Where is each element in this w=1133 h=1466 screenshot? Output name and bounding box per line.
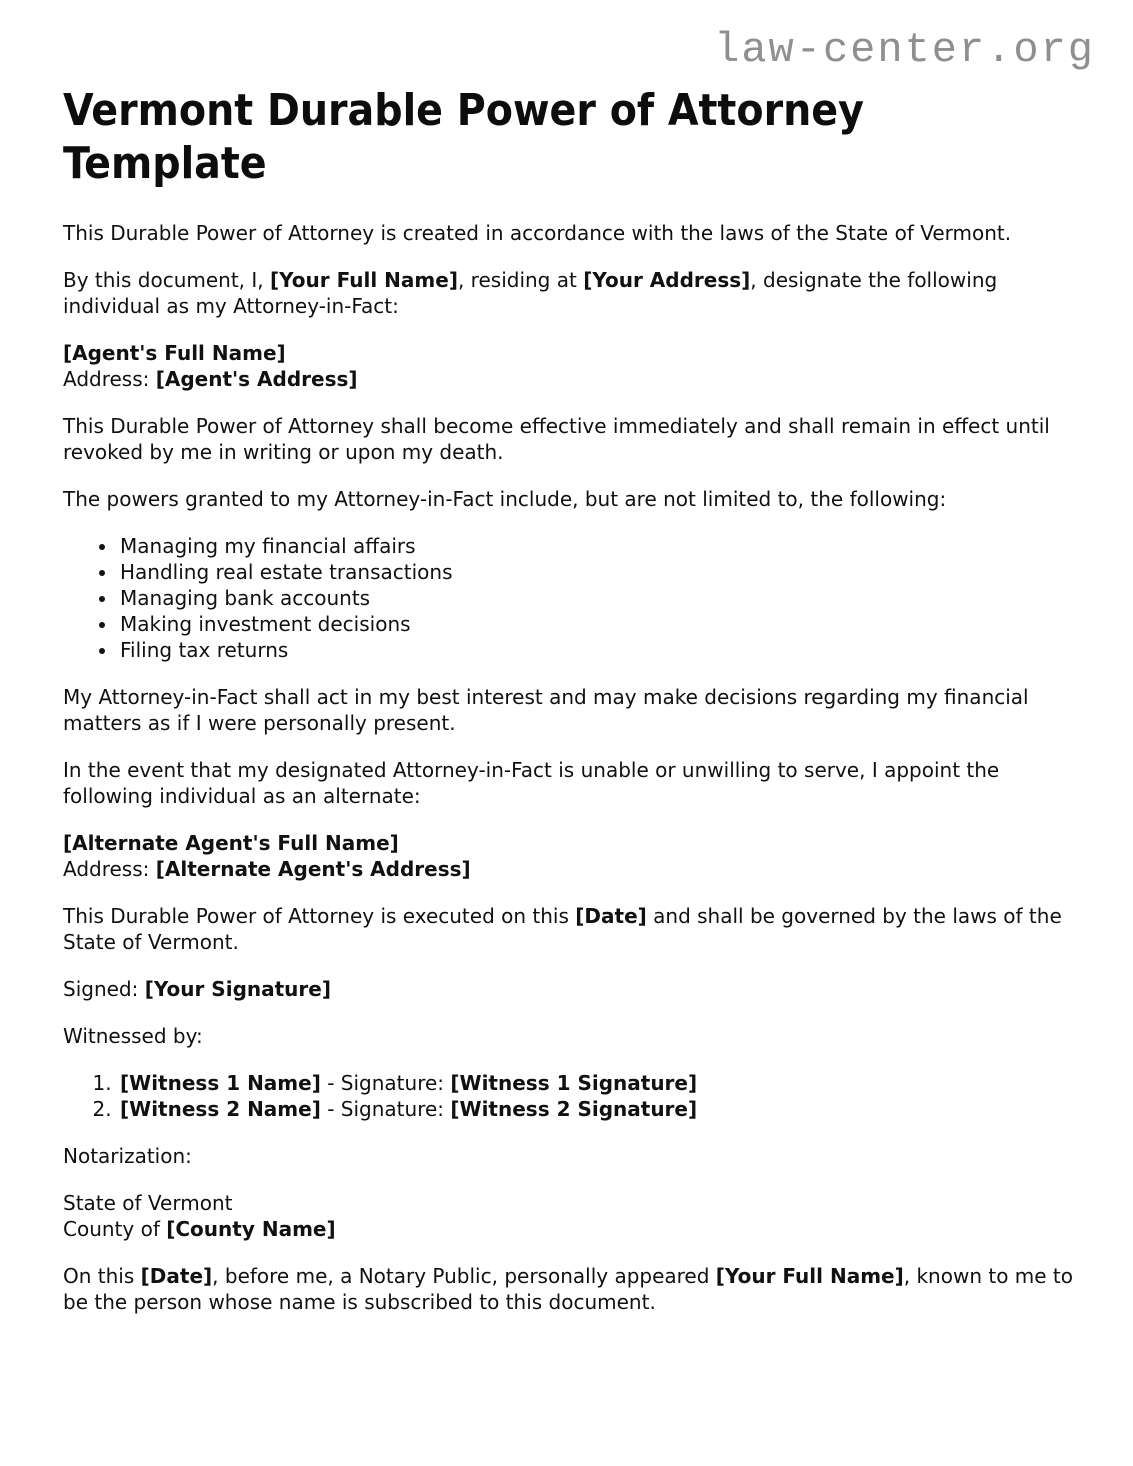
text-run: My Attorney-in-Fact shall act in my best interest and may make decisions regarding my financial matters as if I were personally present. bbox=[63, 685, 1029, 735]
paragraph-effective bbox=[63, 413, 1075, 465]
placeholder-field: [Alternate Agent's Address] bbox=[155, 857, 471, 881]
text-run: Address: bbox=[63, 367, 156, 391]
placeholder-field: [Witness 1 Signature] bbox=[450, 1071, 698, 1095]
text-run: In the event that my designated Attorney-in-Fact is unable or unwilling to serve, I appoint the following individual as an alternate: bbox=[63, 758, 1000, 808]
text-run: This Durable Power of Attorney shall become effective immediately and shall remain in effect until revoked by me in writing or upon my death. bbox=[63, 414, 1050, 464]
placeholder-field: [Witness 2 Signature] bbox=[450, 1097, 698, 1121]
placeholder-field: [Witness 1 Name] bbox=[120, 1071, 321, 1095]
list-item: • Managing bank accounts bbox=[118, 585, 1075, 611]
list-item bbox=[118, 1096, 1075, 1122]
text-run: , known to me to be the person whose name is subscribed to this document. bbox=[63, 1264, 1074, 1314]
text-run: , designate the following individual as my Attorney-in-Fact: bbox=[63, 268, 998, 318]
text-run: This Durable Power of Attorney is executed on this bbox=[63, 904, 576, 928]
text-run: On this bbox=[63, 1264, 141, 1288]
paragraph-witnessed-by bbox=[63, 1023, 1075, 1049]
list-item bbox=[118, 1070, 1075, 1096]
paragraph-state-county bbox=[63, 1190, 1075, 1242]
list-item: • Handling real estate transactions bbox=[118, 559, 1075, 585]
paragraph-execution bbox=[63, 903, 1075, 955]
text-run: Notarization: bbox=[63, 1144, 192, 1168]
paragraph-powers-intro bbox=[63, 486, 1075, 512]
list-item: • Managing my financial affairs bbox=[118, 533, 1075, 559]
text-run: The powers granted to my Attorney-in-Fact include, but are not limited to, the following: bbox=[63, 487, 947, 511]
text-run: By this document, I, bbox=[63, 268, 271, 292]
text-run: Signed: bbox=[63, 977, 145, 1001]
text-run: , residing at bbox=[457, 268, 584, 292]
placeholder-field: [Alternate Agent's Full Name] bbox=[63, 831, 399, 855]
powers-list bbox=[63, 533, 1075, 663]
placeholder-field: [Date] bbox=[575, 904, 647, 928]
witness-list bbox=[63, 1070, 1075, 1122]
text-run: This Durable Power of Attorney is created in accordance with the laws of the State of Vermont. bbox=[63, 221, 1012, 245]
site-logo: law-center.org bbox=[714, 26, 1095, 74]
text-run: - Signature: bbox=[320, 1097, 451, 1121]
placeholder-field: [Date] bbox=[140, 1264, 213, 1288]
placeholder-field: [Your Address] bbox=[583, 268, 751, 292]
text-run: - Signature: bbox=[320, 1071, 451, 1095]
paragraph-best-interest bbox=[63, 684, 1075, 736]
placeholder-field: [Your Full Name] bbox=[270, 268, 458, 292]
placeholder-field: [Agent's Address] bbox=[155, 367, 358, 391]
document-body bbox=[63, 84, 1075, 1315]
paragraph-designation bbox=[63, 267, 1075, 319]
paragraph-notarization bbox=[63, 1143, 1075, 1169]
placeholder-field: [Agent's Full Name] bbox=[63, 341, 286, 365]
list-item: • Filing tax returns bbox=[118, 637, 1075, 663]
paragraph-alternate-intro bbox=[63, 757, 1075, 809]
text-run: County of bbox=[63, 1217, 167, 1241]
placeholder-field: [Your Signature] bbox=[144, 977, 331, 1001]
paragraph-alternate-agent bbox=[63, 830, 1075, 882]
paragraph-notary bbox=[63, 1263, 1075, 1315]
text-run: , before me, a Notary Public, personally appeared bbox=[212, 1264, 716, 1288]
page-title: Vermont Durable Power of Attorney Template bbox=[63, 85, 864, 189]
text-run: State of Vermont bbox=[63, 1191, 233, 1215]
placeholder-field: [Witness 2 Name] bbox=[120, 1097, 321, 1121]
list-item: • Making investment decisions bbox=[118, 611, 1075, 637]
placeholder-field: [Your Full Name] bbox=[715, 1264, 904, 1288]
text-run: Address: bbox=[63, 857, 156, 881]
paragraph-signed bbox=[63, 976, 1075, 1002]
text-run: and shall be governed by the laws of the State of Vermont. bbox=[63, 904, 1062, 954]
text-run: Witnessed by: bbox=[63, 1024, 203, 1048]
paragraph-intro bbox=[63, 220, 1075, 246]
paragraph-agent bbox=[63, 340, 1075, 392]
placeholder-field: [County Name] bbox=[166, 1217, 336, 1241]
